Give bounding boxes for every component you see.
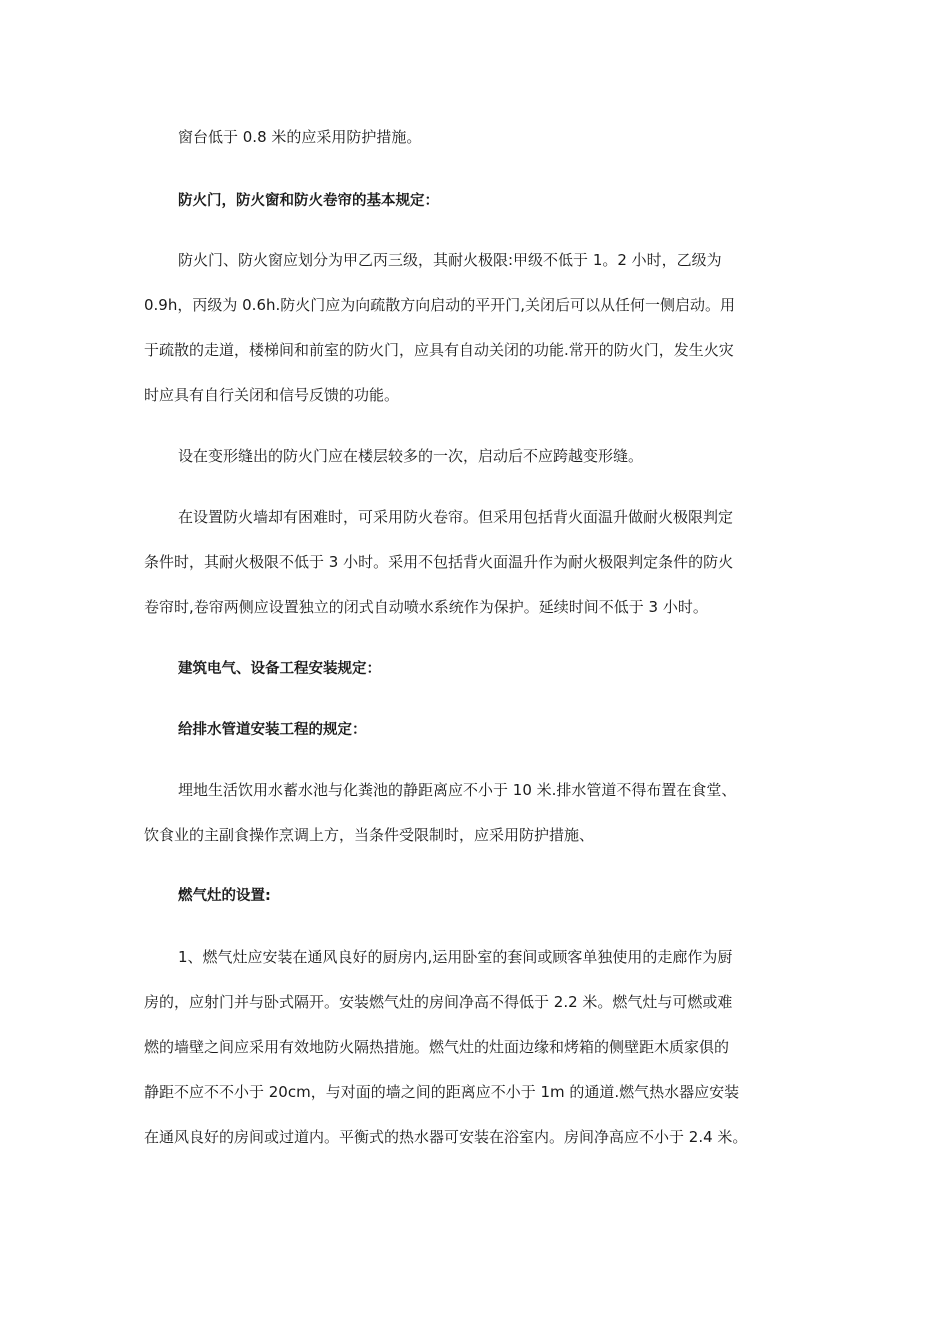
paragraph-line: 设在变形缝出的防火门应在楼层较多的一次，启动后不应跨越变形缝。 <box>178 447 644 465</box>
paragraph-line: 埋地生活饮用水蓄水池与化粪池的静距离应不小于 10 米.排水管道不得布置在食堂、 <box>178 781 737 799</box>
section-heading: 防火门，防火窗和防火卷帘的基本规定： <box>178 193 439 209</box>
paragraph-line: 窗台低于 0.8 米的应采用防护措施。 <box>178 128 422 146</box>
section-heading: 建筑电气、设备工程安装规定： <box>178 661 381 677</box>
section-heading: 给排水管道安装工程的规定： <box>178 722 367 738</box>
paragraph-line: 在设置防火墙却有困难时，可采用防火卷帘。但采用包括背火面温升做耐火极限判定 <box>178 508 734 526</box>
paragraph-line: 燃的墙壁之间应采用有效地防火隔热措施。燃气灶的灶面边缘和烤箱的侧壁距木质家俱的 <box>144 1038 730 1056</box>
paragraph-line: 静距不应不不小于 20cm，与对面的墙之间的距离应不小于 1m 的通道.燃气热水器应安装 <box>144 1083 740 1101</box>
paragraph-line: 0.9h，丙级为 0.6h.防火门应为向疏散方向启动的平开门,关闭后可以从任何一侧启动。用 <box>144 296 736 314</box>
paragraph-line: 房的，应射门并与卧式隔开。安装燃气灶的房间净高不得低于 2.2 米。燃气灶与可燃或难 <box>144 993 733 1011</box>
paragraph-line: 条件时，其耐火极限不低于 3 小时。采用不包括背火面温升作为耐火极限判定条件的防火 <box>144 553 734 571</box>
paragraph-line: 1、燃气灶应安装在通风良好的厨房内,运用卧室的套间或顾客单独使用的走廊作为厨 <box>178 948 733 966</box>
paragraph-line: 防火门、防火窗应划分为甲乙丙三级，其耐火极限:甲级不低于 1。2 小时，乙级为 <box>178 251 722 269</box>
section-heading: 燃气灶的设置: <box>178 888 271 904</box>
paragraph-line: 卷帘时,卷帘两侧应设置独立的闭式自动喷水系统作为保护。延续时间不低于 3 小时。 <box>144 598 708 616</box>
paragraph-line: 饮食业的主副食操作烹调上方，当条件受限制时，应采用防护措施、 <box>144 826 595 844</box>
paragraph-line: 于疏散的走道，楼梯间和前室的防火门，应具有自动关闭的功能.常开的防火门，发生火灾 <box>144 341 734 359</box>
paragraph-line: 时应具有自行关闭和信号反馈的功能。 <box>144 386 400 404</box>
paragraph-line: 在通风良好的房间或过道内。平衡式的热水器可安装在浴室内。房间净高应不小于 2.4 米。 <box>144 1128 748 1146</box>
